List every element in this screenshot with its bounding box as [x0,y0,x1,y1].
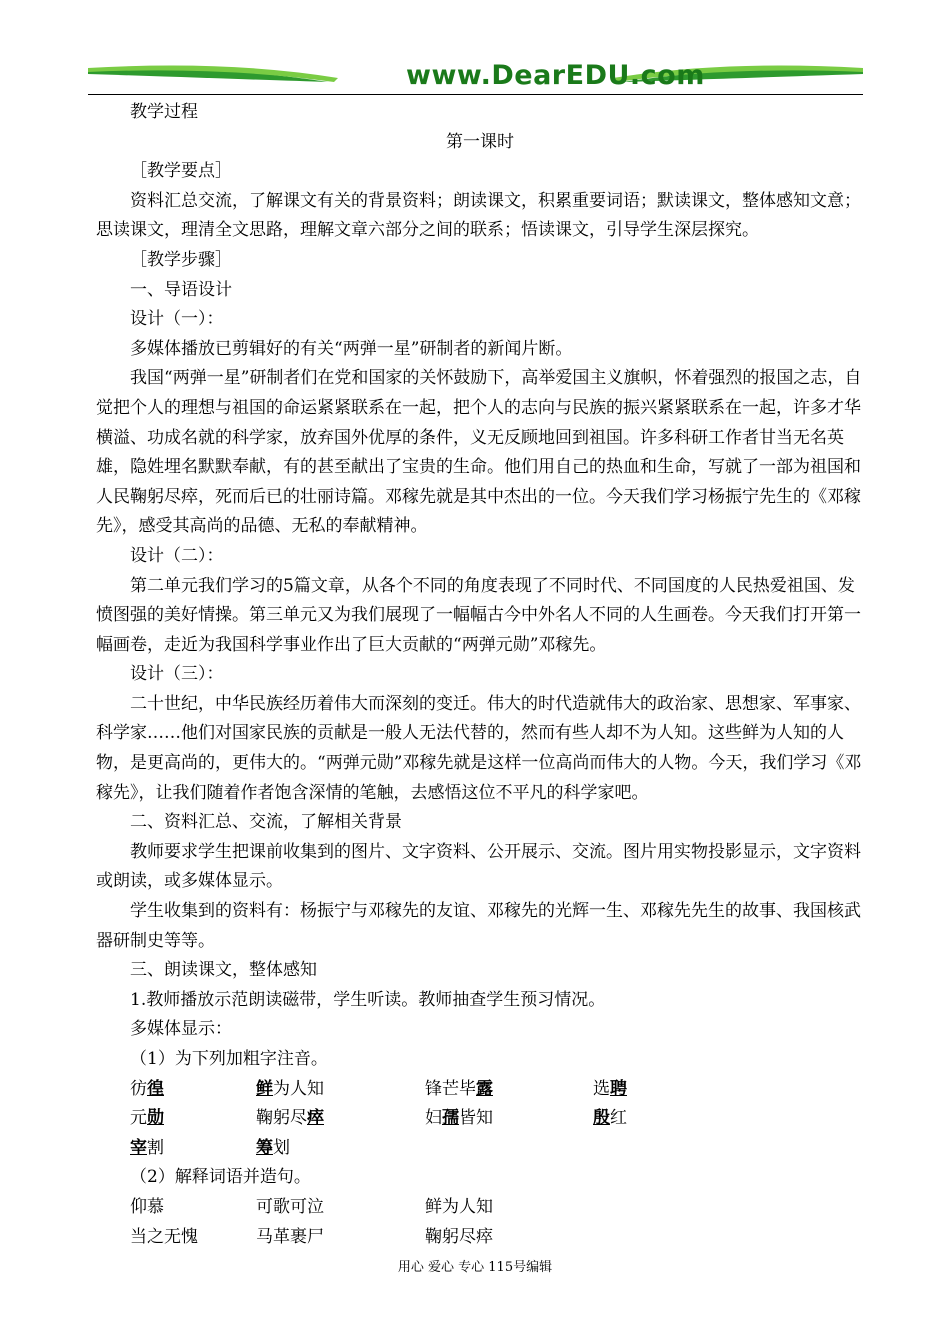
document-body [96,98,864,1252]
word-cell: 鲜为人知 [256,1078,324,1099]
part3-heading: 三、朗读课文，整体感知 [130,960,317,981]
pinyin-word-grid [96,1075,864,1164]
page-footer: 用心 爱心 专心 115号编辑 [397,1260,553,1275]
design1-paragraph-2: 我国“两弹一星”研制者们在党和国家的关怀鼓励下，高举爱国主义旗帜，怀着强烈的报国之志，自觉把个人的理想与祖国的命运紧紧联系在一起，把个人的志向与民族的振兴紧紧联系在一起，许多才华横溢、功成名就的科学家，放弃国外优厚的条件，义无反顾地回到祖国。许多科研工作者甘当无名英雄，隐姓埋名默默奉献，有的甚至献出了宝贵的生命。他们用自己的热血和生命，写就了一部为祖国和人民鞠躬尽瘁，死而后已的壮丽诗篇。邓稼先就是其中杰出的一位。今天我们学习杨振宁先生的《邓稼先》，感受其高尚的品德、无私的奉献精神。 [96,368,862,537]
design2-label: 设计（二）： [130,545,224,566]
question-2: （2）解释词语并造句。 [130,1167,311,1188]
word-cell: 彷徨 [130,1078,164,1099]
vocab-row [96,1223,864,1253]
header-divider [88,94,863,95]
word-row [96,1134,864,1164]
vocab-cell: 当之无愧 [130,1226,198,1247]
word-cell: 妇孺皆知 [425,1108,493,1129]
word-cell: 锋芒毕露 [425,1078,493,1099]
design1-paragraph-1: 多媒体播放已剪辑好的有关“两弹一星”研制者的新闻片断。 [130,338,573,359]
vocab-cell: 仰慕 [130,1196,164,1217]
word-cell: 元勋 [130,1108,164,1129]
design3-paragraph: 二十世纪，中华民族经历着伟大而深刻的变迁。伟大的时代造就伟大的政治家、思想家、军事家、科学家……他们对国家民族的贡献是一般人无法代替的，然而有些人却不为人知。这些鲜为人知的人物，是更高尚的，更伟大的。“两弹元勋”邓稼先就是这样一位高尚而伟大的人物。今天，我们学习《邓稼先》，让我们随着作者饱含深情的笔触，去感悟这位不平凡的科学家吧。 [96,693,862,803]
site-logo[interactable]: www.DearEDU.com [406,60,705,91]
part2-paragraph-1: 教师要求学生把课前收集到的图片、文字资料、公开展示、交流。图片用实物投影显示，文字资料或朗读，或多媒体显示。 [96,841,861,892]
vocab-cell: 可歌可泣 [256,1196,324,1217]
word-cell: 殷红 [593,1108,627,1129]
vocab-cell: 鞠躬尽瘁 [425,1226,493,1247]
vocab-cell: 鲜为人知 [425,1196,493,1217]
design1-label: 设计（一）： [130,309,224,330]
lesson-title: 第一课时 [446,131,514,152]
part1-heading: 一、导语设计 [130,279,232,300]
word-row [96,1075,864,1105]
design2-paragraph: 第二单元我们学习的5篇文章，从各个不同的角度表现了不同时代、不同国度的人民热爱祖国、发愤图强的美好情操。第三单元又为我们展现了一幅幅古今中外名人不同的人生画卷。今天我们打开第一幅画卷，走近为我国科学事业作出了巨大贡献的“两弹元勋”邓稼先。 [96,575,861,655]
part2-heading: 二、资料汇总、交流，了解相关背景 [130,812,402,833]
part3-item-1: 1.教师播放示范朗读磁带，学生听读。教师抽查学生预习情况。 [130,989,606,1010]
vocab-cell: 马革裹尸 [256,1226,324,1247]
key-points-heading: ［教学要点］ [130,161,232,182]
word-cell: 宰割 [130,1137,164,1158]
site-header [88,56,863,96]
part2-paragraph-2: 学生收集到的资料有：杨振宁与邓稼先的友谊、邓稼先的光辉一生、邓稼先先生的故事、我国核武器研制史等等。 [96,901,861,951]
word-cell: 选聘 [593,1078,627,1099]
multimedia-label: 多媒体显示： [130,1019,232,1040]
vocab-grid [96,1193,864,1252]
design3-label: 设计（三）： [130,664,224,685]
word-row [96,1104,864,1134]
vocab-row [96,1193,864,1223]
section-title: 教学过程 [130,102,198,122]
question-1: （1）为下列加粗字注音。 [130,1049,328,1069]
word-cell: 鞠躬尽瘁 [256,1108,324,1129]
key-points-text: 资料汇总交流，了解课文有关的背景资料；朗读课文，积累重要词语；默读课文，整体感知文意；思读课文，理清全文思路，理解文章六部分之间的联系；悟读课文，引导学生深层探究。 [96,190,861,241]
steps-heading: ［教学步骤］ [130,249,232,270]
word-cell: 筹划 [256,1137,290,1158]
